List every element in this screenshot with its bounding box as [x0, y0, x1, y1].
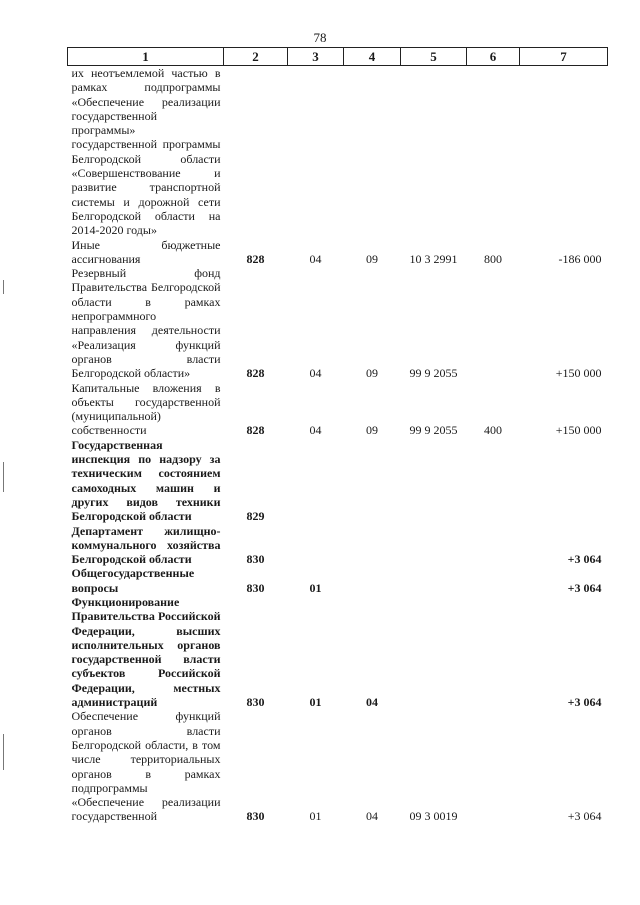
ministry-code-cell: 830: [246, 552, 265, 567]
ministry-code-cell: 828: [246, 366, 265, 381]
section-code-cell: 01: [309, 580, 322, 595]
row-name-text: Функционирование Правительства Российской Федерации, высших исполнительных органов государственной власти субъектов Российской Федерации, местных администраций: [71, 594, 221, 710]
table-row: [68, 66, 608, 238]
table-row: [68, 524, 608, 567]
budget-table: [67, 47, 608, 824]
table-body: [68, 66, 608, 824]
column-header: 6: [467, 48, 520, 66]
target-article-cell: [401, 438, 467, 524]
ministry-code-cell: 830: [246, 809, 265, 824]
expense-type-cell: [467, 595, 520, 709]
amount-cell: +3 064: [567, 809, 602, 824]
target-article-cell: 10 3 2991: [409, 251, 458, 266]
section-code-cell: [288, 438, 344, 524]
section-code-cell: 04: [309, 423, 322, 438]
ministry-code-cell: 830: [246, 695, 265, 710]
target-article-cell: [401, 595, 467, 709]
row-name-text: их неотъемлемой частью в рамках подпрограммы «Обеспечение реализации государственной программы» государственной программы Белгородской области «Совершенствование и развитие транспортной системы и дорожной сети Белгородской области на 2014-2020 годы»: [71, 66, 221, 238]
amount-cell: +3 064: [567, 695, 602, 710]
ministry-code-cell: 828: [246, 423, 265, 438]
subsection-code-cell: [344, 66, 401, 238]
column-header: 2: [224, 48, 288, 66]
amount-cell: +150 000: [555, 366, 602, 381]
expense-type-cell: [467, 438, 520, 524]
column-header: 4: [344, 48, 401, 66]
row-name-text: Капитальные вложения в объекты государственной (муниципальной) собственности: [71, 380, 221, 438]
row-name-text: Департамент жилищно-коммунального хозяйства Белгородской области: [71, 523, 221, 567]
amount-cell: [520, 66, 608, 238]
table-row: [68, 595, 608, 709]
amount-cell: +150 000: [555, 423, 602, 438]
expense-type-cell: 800: [484, 251, 502, 266]
section-code-cell: 01: [309, 695, 322, 710]
expense-type-cell: [467, 66, 520, 238]
section-code-cell: 04: [309, 366, 322, 381]
amount-cell: -186 000: [558, 251, 602, 266]
amount-cell: +3 064: [567, 580, 602, 595]
table-row: [68, 709, 608, 823]
expense-type-cell: [467, 524, 520, 567]
table-row: [68, 438, 608, 524]
amount-cell: +3 064: [567, 552, 602, 567]
ministry-code-cell: 830: [246, 580, 265, 595]
table-row: [68, 381, 608, 438]
subsection-code-cell: [344, 438, 401, 524]
column-header: 1: [68, 48, 224, 66]
expense-type-cell: [467, 266, 520, 380]
row-name-text: Государственная инспекция по надзору за техническим состоянием самоходных машин и других видов техники Белгородской области: [71, 437, 221, 524]
ministry-code-cell: 829: [246, 509, 265, 524]
expense-type-cell: 400: [484, 423, 502, 438]
target-article-cell: [401, 66, 467, 238]
section-code-cell: [288, 524, 344, 567]
subsection-code-cell: 09: [366, 423, 378, 438]
ministry-code-cell: 828: [246, 251, 265, 266]
expense-type-cell: [467, 566, 520, 595]
row-name-text: Резервный фонд Правительства Белгородской области в рамках непрограммного направления деятельности «Реализация функций органов власти Белгородской области»: [71, 266, 221, 381]
amount-cell: [520, 438, 608, 524]
subsection-code-cell: [344, 566, 401, 595]
column-header: 3: [288, 48, 344, 66]
table-row: [68, 266, 608, 380]
target-article-cell: 09 3 0019: [409, 809, 458, 824]
subsection-code-cell: 04: [366, 809, 378, 824]
target-article-cell: [401, 524, 467, 567]
target-article-cell: [401, 566, 467, 595]
target-article-cell: 99 9 2055: [409, 366, 458, 381]
ministry-code-cell: [224, 66, 288, 238]
table-header-row: [68, 48, 608, 66]
scan-margin-mark: [3, 280, 4, 294]
expense-type-cell: [467, 709, 520, 823]
section-code-cell: 01: [309, 809, 322, 824]
table-row: [68, 238, 608, 267]
column-header: 5: [401, 48, 467, 66]
section-code-cell: 04: [309, 251, 322, 266]
subsection-code-cell: 09: [366, 366, 378, 381]
target-article-cell: 99 9 2055: [409, 423, 458, 438]
column-header: 7: [520, 48, 608, 66]
page-number: 78: [313, 30, 327, 45]
scan-margin-mark: [3, 462, 4, 492]
subsection-code-cell: 09: [366, 251, 378, 266]
subsection-code-cell: 04: [366, 695, 378, 710]
row-name-text: Иные бюджетные ассигнования: [71, 237, 221, 266]
table-row: [68, 566, 608, 595]
row-name-text: Общегосударственные вопросы: [71, 566, 195, 595]
scan-margin-mark: [3, 734, 4, 770]
section-code-cell: [288, 66, 344, 238]
row-name-text: Обеспечение функций органов власти Белгородской области, в том числе территориальных органов в рамках подпрограммы «Обеспечение реализации государственной: [71, 709, 221, 824]
subsection-code-cell: [344, 524, 401, 567]
